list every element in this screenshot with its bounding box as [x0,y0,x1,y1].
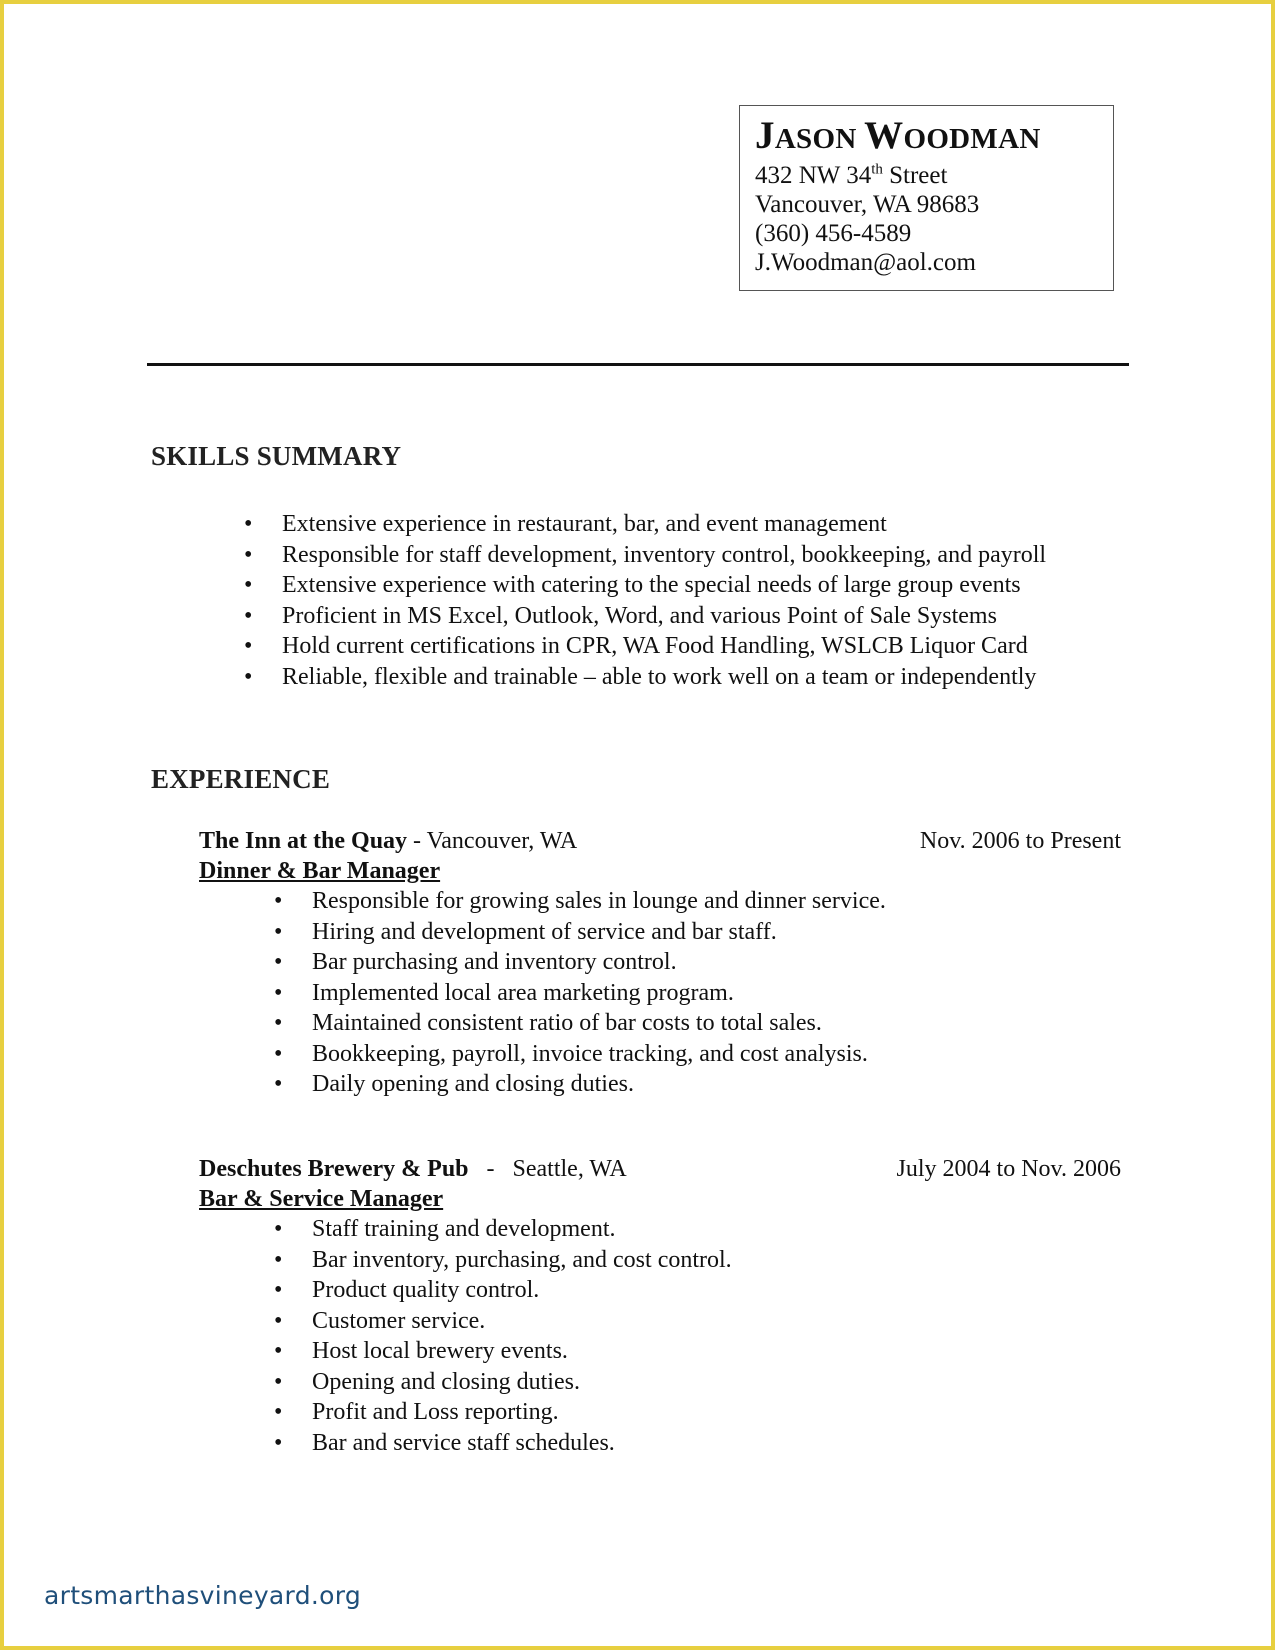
job-title: Dinner & Bar Manager [199,858,441,884]
bullet-icon: • [274,1071,283,1097]
address-ordinal: th [871,161,883,178]
skill-item [244,631,1046,662]
employer-location: - Vancouver, WA [407,828,578,854]
job-header [199,1154,1121,1184]
skill-text: Hold current certifications in CPR, WA Food Handling, WSLCB Liquor Card [282,633,1028,659]
skill-text: Extensive experience with catering to the special needs of large group events [282,572,1021,598]
contact-phone: (360) 456-4589 [755,220,912,247]
job-title: Bar & Service Manager [199,1186,444,1212]
bullet-icon: • [274,918,283,945]
duty-text: Opening and closing duties. [312,1368,580,1395]
bullet-icon: • [244,602,253,629]
duty-item [274,1008,1121,1039]
duty-text: Profit and Loss reporting. [312,1399,559,1425]
duty-item [274,1245,1121,1276]
duty-list [274,1214,1121,1458]
bullet-icon: • [244,663,253,690]
job-entry [199,1154,1121,1458]
applicant-name [755,116,1099,159]
header-divider [147,363,1129,366]
employer-name: The Inn at the Quay [199,828,408,854]
bullet-icon: • [274,1216,283,1242]
skill-text: Responsible for staff development, inventory control, bookkeeping, and payroll [282,541,1047,568]
bullet-icon: • [244,572,253,598]
bullet-icon: • [274,1368,283,1395]
skill-item [244,509,1046,540]
duty-text: Bookkeeping, payroll, invoice tracking, and cost analysis. [312,1040,868,1067]
watermark-link[interactable]: artsmarthasvineyard.org [44,1581,362,1610]
name-initial-first: J [755,114,775,157]
duty-item [274,1397,1121,1428]
bullet-icon: • [244,541,253,568]
job-dates: Nov. 2006 to Present [919,828,1121,854]
duty-item [274,1069,1121,1100]
bullet-icon: • [274,1010,283,1036]
bullet-icon: • [274,1040,283,1067]
contact-email: J.Woodman@aol.com [755,249,976,276]
duty-text: Bar purchasing and inventory control. [312,949,677,975]
duty-text: Staff training and development. [312,1216,616,1242]
skill-text: Proficient in MS Excel, Outlook, Word, and various Point of Sale Systems [282,602,997,629]
duty-text: Bar and service staff schedules. [312,1429,615,1456]
bullet-icon: • [244,633,253,659]
skill-text: Reliable, flexible and trainable – able to work well on a team or independently [282,663,1037,690]
experience-heading: EXPERIENCE [151,764,331,794]
duty-text: Customer service. [312,1307,486,1334]
duty-item [274,1214,1121,1245]
job-entry [199,826,1121,1100]
duty-item [274,947,1121,978]
duty-text: Responsible for growing sales in lounge and dinner service. [312,888,886,914]
job-dates: July 2004 to Nov. 2006 [896,1156,1121,1182]
duty-item [274,886,1121,917]
duty-item [274,1306,1121,1337]
resume-page [4,4,1271,1646]
skills-summary-heading: SKILLS SUMMARY [151,441,402,471]
bullet-icon: • [274,1399,283,1425]
duty-text: Hiring and development of service and bar staff. [312,918,777,945]
skill-item [244,570,1046,601]
duty-text: Daily opening and closing duties. [312,1071,634,1097]
job-header [199,826,1121,856]
address-number: 432 NW 34 [755,162,872,189]
contact-address [755,161,1099,190]
duty-item [274,1367,1121,1398]
employer-location: - Seattle, WA [468,1156,627,1182]
bullet-icon: • [274,1307,283,1334]
skill-item [244,601,1046,632]
skill-text: Extensive experience in restaurant, bar, and event management [282,511,887,537]
skill-item [244,540,1046,571]
duty-text: Product quality control. [312,1277,540,1303]
contact-city: Vancouver, WA 98683 [755,191,980,218]
name-rest-last: OODMAN [903,123,1041,155]
duty-text: Bar inventory, purchasing, and cost control. [312,1246,732,1273]
duty-text: Implemented local area marketing program. [312,979,734,1006]
skill-item [244,662,1046,693]
duty-item [274,1039,1121,1070]
bullet-icon: • [274,1277,283,1303]
bullet-icon: • [274,888,283,914]
duty-item [274,1275,1121,1306]
duty-list [274,886,1121,1100]
skills-list [244,509,1046,692]
contact-box [739,105,1114,291]
bullet-icon: • [274,1338,283,1364]
duty-item [274,917,1121,948]
duty-text: Host local brewery events. [312,1338,568,1364]
name-rest-first: ASON [774,123,857,155]
bullet-icon: • [244,511,253,537]
bullet-icon: • [274,949,283,975]
bullet-icon: • [274,979,283,1006]
duty-item [274,1428,1121,1459]
duty-item [274,1336,1121,1367]
duty-text: Maintained consistent ratio of bar costs to total sales. [312,1010,822,1036]
bullet-icon: • [274,1429,283,1456]
name-initial-last: W [864,114,904,157]
address-street: Street [882,162,948,189]
bullet-icon: • [274,1246,283,1273]
employer-name: Deschutes Brewery & Pub [199,1156,469,1182]
duty-item [274,978,1121,1009]
